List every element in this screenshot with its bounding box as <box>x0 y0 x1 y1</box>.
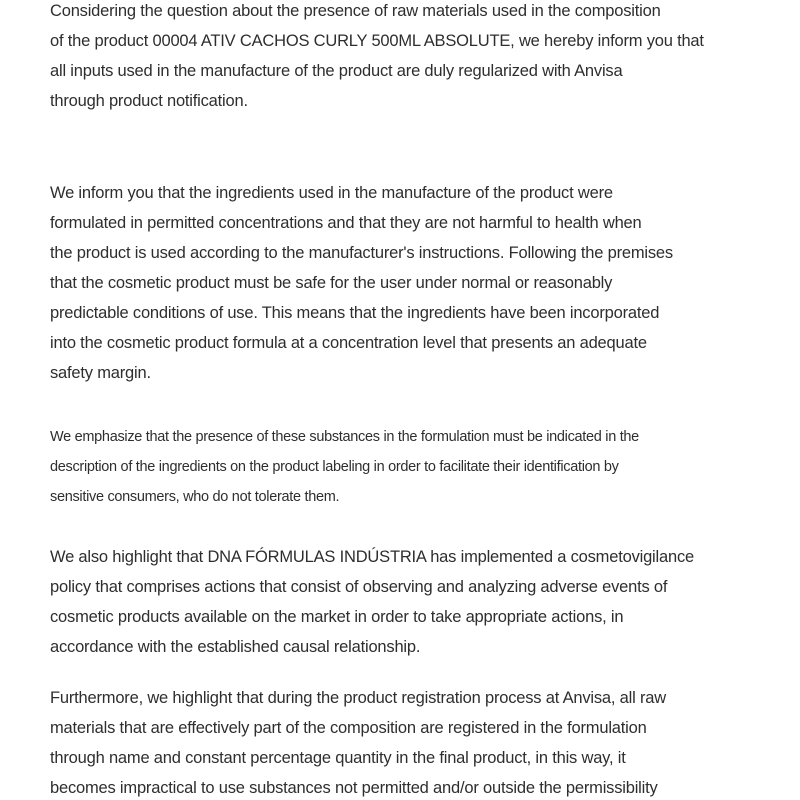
text-line: into the cosmetic product formula at a concentration level that presents an adequate <box>50 334 647 352</box>
text-line: of the product 00004 ATIV CACHOS CURLY 500ML ABSOLUTE, we hereby inform you that <box>50 32 704 50</box>
text-line: formulated in permitted concentrations and that they are not harmful to health when <box>50 214 642 232</box>
text-line: We also highlight that DNA FÓRMULAS INDÚSTRIA has implemented a cosmetovigilance <box>50 548 694 566</box>
text-line: materials that are effectively part of the composition are registered in the formulation <box>50 719 647 737</box>
paragraph-labeling-note <box>50 422 780 512</box>
paragraph-ingredient-safety <box>50 178 780 388</box>
text-line: sensitive consumers, who do not tolerate them. <box>50 489 340 505</box>
text-line: through name and constant percentage quantity in the final product, in this way, it <box>50 749 626 767</box>
paragraph-intro-anvisa-regularization <box>50 0 780 116</box>
paragraph-cosmetovigilance-policy <box>50 542 780 662</box>
text-line: that the cosmetic product must be safe for the user under normal or reasonably <box>50 274 613 292</box>
paragraph-registration-process <box>50 683 780 800</box>
text-line: safety margin. <box>50 364 151 382</box>
text-line: accordance with the established causal relationship. <box>50 638 421 656</box>
text-line: the product is used according to the manufacturer's instructions. Following the premises <box>50 244 673 262</box>
text-line: policy that comprises actions that consist of observing and analyzing adverse events of <box>50 578 668 596</box>
text-line: cosmetic products available on the market in order to take appropriate actions, in <box>50 608 624 626</box>
text-line: all inputs used in the manufacture of the product are duly regularized with Anvisa <box>50 62 623 80</box>
text-line: Considering the question about the presence of raw materials used in the composition <box>50 2 661 20</box>
text-line: We emphasize that the presence of these substances in the formulation must be indicated in the <box>50 429 639 445</box>
text-line: predictable conditions of use. This means that the ingredients have been incorporated <box>50 304 660 322</box>
text-line: We inform you that the ingredients used in the manufacture of the product were <box>50 184 613 202</box>
text-line: through product notification. <box>50 92 248 110</box>
text-line: becomes impractical to use substances not permitted and/or outside the permissibility <box>50 779 658 797</box>
text-line: description of the ingredients on the product labeling in order to facilitate their identification by <box>50 459 619 475</box>
text-line: Furthermore, we highlight that during the product registration process at Anvisa, all raw <box>50 689 666 707</box>
